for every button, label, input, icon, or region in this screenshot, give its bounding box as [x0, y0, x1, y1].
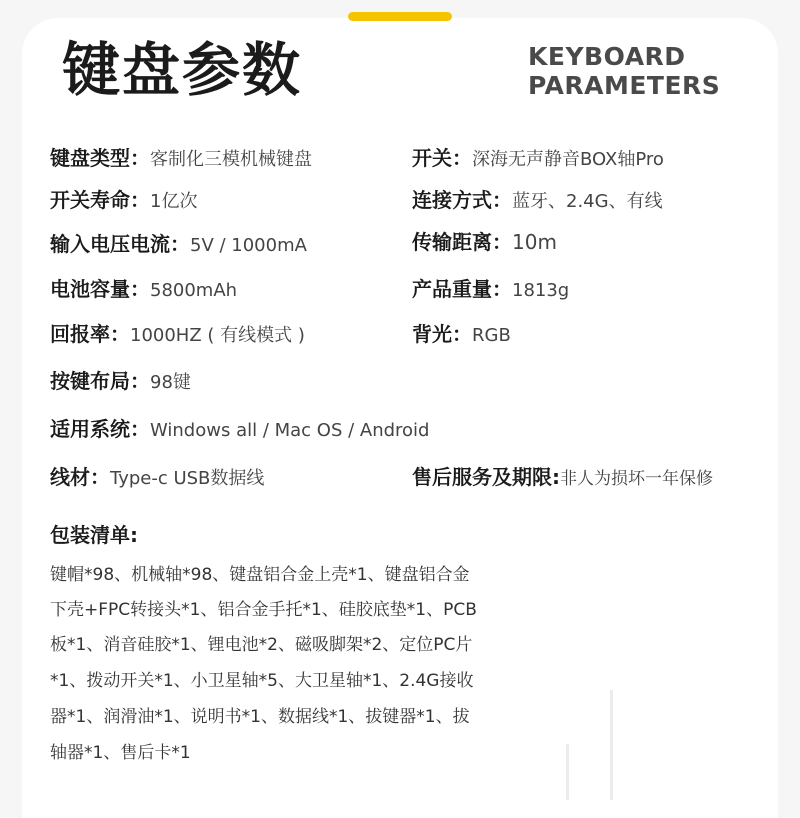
spec-value: 98键 — [150, 372, 191, 393]
spec-label: 回报率： — [50, 322, 130, 346]
spec-switch — [412, 145, 664, 173]
spec-value: 1亿次 — [150, 191, 198, 212]
spec-label: 按键布局： — [50, 369, 150, 393]
decorative-edge — [610, 690, 613, 800]
package-line: 器*1、润滑油*1、说明书*1、数据线*1、拔键器*1、拔 — [50, 707, 470, 727]
spec-label: 电池容量： — [50, 277, 150, 301]
spec-cable — [50, 464, 264, 492]
spec-key-layout — [50, 368, 191, 396]
spec-value: 5800mAh — [150, 280, 238, 301]
spec-backlight — [412, 321, 511, 349]
spec-os — [50, 416, 429, 444]
package-title: 包装清单: — [50, 523, 138, 547]
accent-bar — [348, 12, 452, 21]
spec-value: 非人为损坏一年保修 — [560, 469, 713, 489]
spec-label: 背光： — [412, 322, 472, 346]
spec-range — [412, 229, 557, 255]
spec-value: 蓝牙、2.4G、有线 — [512, 191, 663, 212]
subtitle-line-2: PARAMETERS — [528, 71, 721, 100]
spec-label: 产品重量： — [412, 277, 512, 301]
spec-label: 连接方式： — [412, 188, 512, 212]
spec-value: 1813g — [512, 280, 570, 301]
spec-label: 输入电压电流： — [50, 232, 190, 256]
spec-label: 售后服务及期限: — [412, 465, 560, 489]
spec-input-voltage — [50, 231, 307, 259]
spec-label: 传输距离： — [412, 230, 512, 254]
decorative-edge — [566, 744, 569, 800]
spec-value: 5V / 1000mA — [190, 235, 307, 256]
spec-battery — [50, 276, 237, 304]
spec-label: 适用系统： — [50, 417, 150, 441]
spec-switch-life — [50, 187, 197, 215]
spec-value: Windows all / Mac OS / Android — [150, 420, 430, 441]
spec-polling-rate — [50, 321, 305, 349]
package-line: 下壳+FPC转接头*1、铝合金手托*1、硅胶底垫*1、PCB — [50, 600, 477, 620]
spec-label: 线材： — [50, 465, 110, 489]
package-line: *1、拨动开关*1、小卫星轴*5、大卫星轴*1、2.4G接收 — [50, 671, 474, 691]
spec-value: 1000HZ ( 有线模式 ) — [130, 325, 305, 346]
spec-weight — [412, 276, 569, 304]
package-line: 键帽*98、机械轴*98、键盘铝合金上壳*1、键盘铝合金 — [50, 565, 470, 585]
spec-label: 开关寿命： — [50, 188, 150, 212]
package-line: 轴器*1、售后卡*1 — [50, 743, 191, 763]
page-subtitle-en — [528, 42, 720, 100]
spec-keyboard-type — [50, 145, 312, 173]
spec-value: 10m — [512, 230, 557, 254]
spec-value: Type-c USB数据线 — [110, 468, 265, 489]
spec-label: 开关： — [412, 146, 472, 170]
spec-connection — [412, 187, 663, 215]
spec-warranty — [412, 464, 713, 492]
spec-value: 客制化三模机械键盘 — [150, 149, 312, 170]
spec-label: 键盘类型： — [50, 146, 150, 170]
spec-value: RGB — [472, 325, 511, 346]
package-line: 板*1、消音硅胶*1、锂电池*2、磁吸脚架*2、定位PC片 — [50, 635, 473, 655]
page-title: 键盘参数 — [62, 36, 303, 104]
subtitle-line-1: KEYBOARD — [528, 42, 686, 71]
spec-value: 深海无声静音BOX轴Pro — [472, 149, 664, 170]
